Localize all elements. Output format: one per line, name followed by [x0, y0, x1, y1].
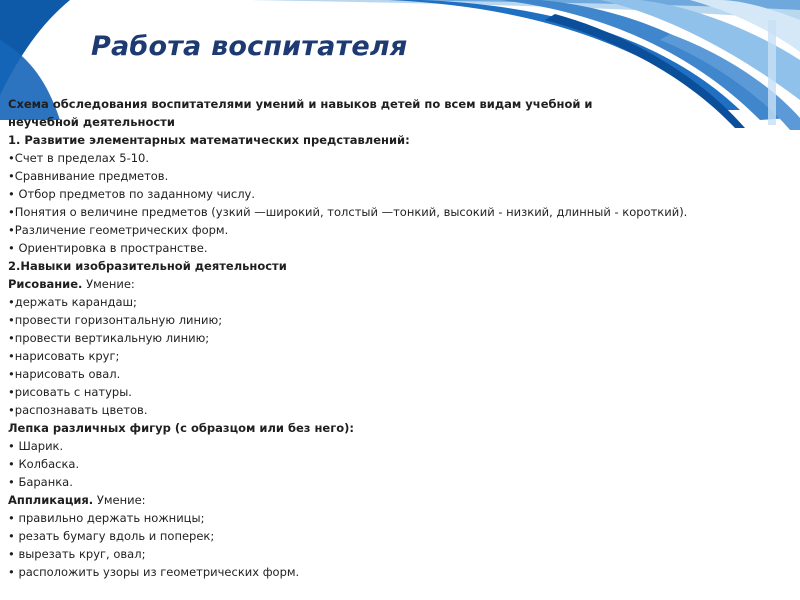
- text-segment: • Отбор предметов по заданному числу.: [8, 187, 256, 201]
- text-segment: • резать бумагу вдоль и поперек;: [8, 529, 215, 543]
- text-segment: •Счет в пределах 5-10.: [8, 151, 150, 165]
- bold-text-segment: 2.Навыки изобразительной деятельности: [8, 259, 287, 273]
- body-line: [8, 95, 792, 113]
- body-line: [8, 437, 792, 455]
- body-line: [8, 383, 792, 401]
- text-segment: • расположить узоры из геометрических форм.: [8, 565, 300, 579]
- body-line: [8, 293, 792, 311]
- bold-text-segment: 1. Развитие элементарных математических представлений:: [8, 133, 410, 147]
- text-segment: • Колбаска.: [8, 457, 80, 471]
- body-line: [8, 185, 792, 203]
- bold-text-segment: неучебной деятельности: [8, 115, 175, 129]
- text-segment: •Сравнивание предметов.: [8, 169, 169, 183]
- text-segment: Умение:: [93, 493, 146, 507]
- body-line: [8, 473, 792, 491]
- text-segment: •нарисовать овал.: [8, 367, 121, 381]
- body-line: [8, 113, 792, 131]
- body-line: [8, 419, 792, 437]
- text-segment: •Понятия о величине предметов (узкий —широкий, толстый —тонкий, высокий - низкий, длинный - короткий).: [8, 205, 688, 219]
- text-segment: •рисовать с натуры.: [8, 385, 132, 399]
- text-segment: Умение:: [82, 277, 135, 291]
- body-line: [8, 545, 792, 563]
- body-line: [8, 221, 792, 239]
- body-line: [8, 257, 792, 275]
- body-line: [8, 203, 792, 221]
- body-line: [8, 563, 792, 581]
- body-line: [8, 167, 792, 185]
- text-segment: •распознавать цветов.: [8, 403, 148, 417]
- text-segment: •держать карандаш;: [8, 295, 137, 309]
- body-line: [8, 401, 792, 419]
- text-segment: •провести вертикальную линию;: [8, 331, 210, 345]
- text-segment: • Шарик.: [8, 439, 64, 453]
- bold-text-segment: Лепка различных фигур (с образцом или без него):: [8, 421, 354, 435]
- body-line: [8, 365, 792, 383]
- body-line: [8, 131, 792, 149]
- body-line: [8, 275, 792, 293]
- text-segment: • правильно держать ножницы;: [8, 511, 205, 525]
- text-segment: •Различение геометрических форм.: [8, 223, 229, 237]
- body-line: [8, 239, 792, 257]
- bold-text-segment: Схема обследования воспитателями умений и навыков детей по всем видам учебной и: [8, 97, 593, 111]
- slide-title: Работа воспитателя: [91, 31, 408, 62]
- body-line: [8, 491, 792, 509]
- body-line: [8, 329, 792, 347]
- body-line: [8, 509, 792, 527]
- bold-text-segment: Аппликация.: [8, 493, 94, 507]
- body-line: [8, 311, 792, 329]
- bold-text-segment: Рисование.: [8, 277, 83, 291]
- text-segment: •провести горизонтальную линию;: [8, 313, 223, 327]
- text-segment: •нарисовать круг;: [8, 349, 120, 363]
- body-line: [8, 149, 792, 167]
- body-line: [8, 527, 792, 545]
- body-line: [8, 347, 792, 365]
- text-segment: • вырезать круг, овал;: [8, 547, 146, 561]
- body-line: [8, 455, 792, 473]
- slide-body: [8, 95, 792, 581]
- text-segment: • Баранка.: [8, 475, 73, 489]
- text-segment: • Ориентировка в пространстве.: [8, 241, 208, 255]
